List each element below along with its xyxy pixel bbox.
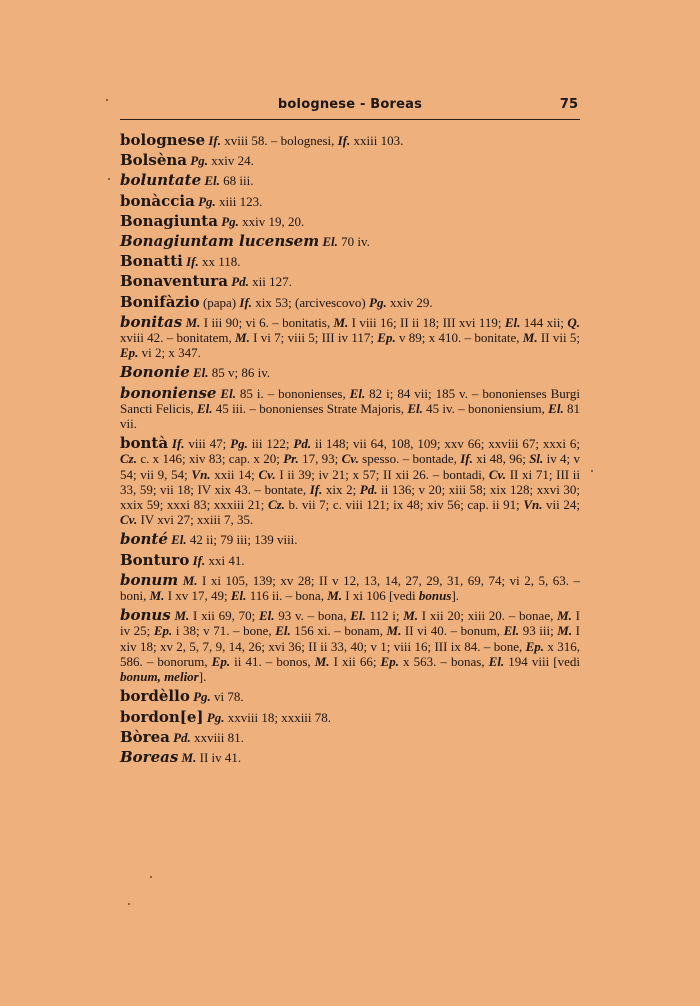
citation-text: vii 24; xyxy=(542,497,580,513)
citation-text: 85 v; 86 iv. xyxy=(208,365,271,381)
citation-text: ii 41. – bonos, xyxy=(230,653,315,669)
source-abbreviation: bonum, melior xyxy=(120,669,199,685)
source-abbreviation: If. xyxy=(239,294,253,310)
entry xyxy=(120,292,580,311)
headword: Bonifàzio xyxy=(120,292,200,311)
citation-text: xviii 58. – bolognesi, xyxy=(221,133,338,148)
source-abbreviation: Q. xyxy=(567,314,581,330)
source-abbreviation: M. xyxy=(185,314,201,330)
source-abbreviation: Cz. xyxy=(267,497,285,513)
citation-text: II vii 5; xyxy=(537,330,581,346)
source-abbreviation: El. xyxy=(407,400,423,416)
source-abbreviation: If. xyxy=(460,451,473,467)
source-abbreviation: Ep. xyxy=(525,638,545,654)
source-abbreviation: M. xyxy=(333,314,349,330)
citation-text: 93 iii; xyxy=(519,623,558,639)
source-abbreviation: Pg. xyxy=(193,689,211,705)
source-abbreviation: El. xyxy=(350,608,366,624)
citation-text: II xi 71; III ii 33, 59; vii 18; IV xix 43. – bontate, xyxy=(120,466,580,497)
citation-text: ]. xyxy=(198,669,207,685)
citation-text: xxiv 29. xyxy=(386,294,433,310)
citation-text: 82 i; 84 vii; 185 v. – bononienses Burgi Sancti Felicis, xyxy=(120,385,580,416)
source-abbreviation: El. xyxy=(488,653,505,669)
citation-text: x 316, 586. – bonorum, xyxy=(120,638,580,669)
headword: Bonagiuntam lucensem xyxy=(120,232,320,251)
citation-text: b. vii 7; c. viii 121; ix 48; xiv 56; cap. ii 91; xyxy=(284,497,524,513)
citation-text: spesso. – bontade, xyxy=(358,451,461,467)
source-abbreviation: If. xyxy=(186,254,199,270)
citation-text: 116 ii. – bona, xyxy=(246,588,328,604)
citation-text: 194 viii [vedi xyxy=(504,653,580,669)
citation-text: i 38; v 71. – bone, xyxy=(172,623,276,639)
citation-text: I xi 105, 139; xv 28; II v 12, 13, 14, 27, 29, 31, 69, 74; vi 2, 5, 63. – boni, xyxy=(120,572,581,604)
source-abbreviation: El. xyxy=(275,623,291,639)
source-abbreviation: M. xyxy=(386,623,402,639)
speck xyxy=(150,876,152,878)
entry xyxy=(120,312,581,361)
dictionary-entries xyxy=(120,133,580,770)
entry xyxy=(120,274,580,289)
citation-text: viii 47; xyxy=(184,436,231,452)
source-abbreviation: If. xyxy=(192,552,206,568)
source-abbreviation: Pg. xyxy=(206,709,225,725)
source-abbreviation: El. xyxy=(193,365,209,381)
headword: Bonagiunta xyxy=(120,211,218,230)
citation-text: xxiv 19, 20. xyxy=(238,213,305,229)
headword: bontà xyxy=(120,434,169,453)
page-header xyxy=(120,97,580,120)
citation-text: xxiv 24. xyxy=(207,153,254,169)
citation-text: 144 xii; xyxy=(520,314,568,330)
source-abbreviation: Sl. xyxy=(529,451,544,467)
citation-text: xxii 14; xyxy=(210,466,259,482)
citation-text: xx 118. xyxy=(198,254,241,270)
entry xyxy=(120,689,580,704)
page-number: 75 xyxy=(559,97,578,112)
headword: Bonaventura xyxy=(120,272,228,291)
source-abbreviation: Cv. xyxy=(120,512,138,528)
citation-text: xxiii 103. xyxy=(350,133,404,148)
citation-text: xii 127. xyxy=(248,274,292,290)
citation-text: ii 136; v 20; xiii 58; xix 128; xxvi 30; xxix 59; xxxi 83; xxxiii 21; xyxy=(120,481,580,513)
citation-text: ii 148; vii 64, 108, 109; xxv 66; xxviii 67; xxxi 6; xyxy=(311,436,580,452)
source-abbreviation: Pg. xyxy=(369,294,387,310)
citation-text: xiii 123. xyxy=(215,193,263,209)
headword: Boreas xyxy=(120,747,179,766)
citation-text: 68 iii. xyxy=(219,173,254,189)
citation-text: I xii 20; xiii 20. – bonae, xyxy=(418,608,558,624)
source-abbreviation: Pd. xyxy=(293,436,312,452)
citation-text: vi 2; x 347. xyxy=(138,345,201,361)
citation-text: 45 iv. – bononiensium, xyxy=(422,400,549,416)
source-abbreviation: M. xyxy=(522,330,538,346)
speck xyxy=(108,178,110,180)
source-abbreviation: Cv. xyxy=(488,466,507,482)
citation-text: I vi 7; viii 5; III iv 117; xyxy=(249,330,378,346)
citation-text: (papa) xyxy=(202,294,240,310)
citation-text: iii 122; xyxy=(247,436,294,452)
source-abbreviation: M. xyxy=(182,572,198,588)
source-abbreviation: Pg. xyxy=(230,436,248,452)
citation-text: I xi 106 [vedi xyxy=(342,588,419,604)
citation-text: v 89; x 410. – bonitate, xyxy=(395,330,523,346)
entry xyxy=(120,365,580,380)
citation-text: 85 i. – bononienses, xyxy=(235,385,350,401)
citation-text: I iv 25; xyxy=(120,608,580,639)
entry xyxy=(120,532,580,547)
headword: Bononie xyxy=(120,363,190,382)
source-abbreviation: Ep. xyxy=(380,653,399,669)
entry xyxy=(120,133,580,148)
headword: bordèllo xyxy=(120,687,190,706)
source-abbreviation: Ep. xyxy=(377,330,396,346)
headword: Bolsèna xyxy=(120,151,187,170)
headword: bonitas xyxy=(120,312,183,331)
source-abbreviation: El. xyxy=(171,532,187,548)
source-abbreviation: Ep. xyxy=(153,623,173,639)
headword: bonàccia xyxy=(120,191,195,210)
entry xyxy=(120,153,580,168)
headword: boluntate xyxy=(120,171,202,190)
running-head: bolognese - Boreas xyxy=(277,97,423,112)
source-abbreviation: M. xyxy=(314,653,330,669)
source-abbreviation: M. xyxy=(235,330,250,346)
source-abbreviation: Ep. xyxy=(211,653,231,669)
source-abbreviation: Cv. xyxy=(258,466,276,482)
headword: bononiense xyxy=(120,383,217,402)
citation-text: xi 48, 96; xyxy=(472,451,530,467)
headword: bolognese xyxy=(120,131,206,149)
citation-text: c. x 146; xiv 83; cap. x 20; xyxy=(136,451,284,467)
speck xyxy=(591,470,593,472)
headword: bonté xyxy=(120,530,168,549)
citation-text: IV xvi 27; xxiii 7, 35. xyxy=(137,512,254,528)
citation-text: II iv 41. xyxy=(196,749,242,765)
citation-text: 81 vii. xyxy=(120,400,580,432)
source-abbreviation: El. xyxy=(504,314,521,330)
source-abbreviation: M. xyxy=(557,608,572,624)
source-abbreviation: M. xyxy=(557,623,573,639)
entry xyxy=(120,550,580,569)
entry xyxy=(120,254,580,269)
source-abbreviation: M. xyxy=(327,588,343,604)
citation-text: 112 i; xyxy=(365,608,404,624)
citation-text: x 563. – bonas, xyxy=(398,653,489,669)
source-abbreviation: El. xyxy=(258,608,275,624)
headword: Bòrea xyxy=(120,727,170,746)
source-abbreviation: Cz. xyxy=(120,451,137,467)
citation-text: 42 ii; 79 iii; 139 viii. xyxy=(186,532,298,548)
citation-text: 70 iv. xyxy=(337,234,370,250)
headword: bonus xyxy=(120,606,171,625)
citation-text: xix 2; xyxy=(322,481,360,497)
source-abbreviation: Pg. xyxy=(198,193,216,209)
source-abbreviation: M. xyxy=(181,749,197,765)
citation-text: I xv 17, 49; xyxy=(164,588,231,604)
entry xyxy=(120,707,580,726)
citation-text: I xiv 18; xv 2, 5, 7, 9, 14, 26; xvi 36; II ii 33, 40; v 1; viii 16; III ix 84. – bone, xyxy=(120,623,580,654)
entry xyxy=(120,570,581,604)
source-abbreviation: Ep. xyxy=(120,345,139,361)
source-abbreviation: El. xyxy=(322,234,338,250)
source-abbreviation: M. xyxy=(403,608,419,624)
source-abbreviation: If. xyxy=(309,481,323,497)
citation-text: xxviii 81. xyxy=(190,729,244,745)
headword: bonum xyxy=(120,570,179,589)
citation-text: xix 53; (arcivescovo) xyxy=(252,294,369,310)
headword: Bonturo xyxy=(120,550,190,569)
citation-text: iv 4; v 54; vii 9, 54; xyxy=(120,451,580,482)
source-abbreviation: El. xyxy=(204,173,220,189)
source-abbreviation: M. xyxy=(149,588,165,604)
citation-text: I xii 69, 70; xyxy=(189,608,259,624)
citation-text: I viii 16; II ii 18; III xvi 119; xyxy=(348,314,505,330)
citation-text: I iii 90; vi 6. – bonitatis, xyxy=(200,314,334,330)
speck xyxy=(106,99,108,101)
source-abbreviation: Vn. xyxy=(191,466,211,482)
source-abbreviation: Pr. xyxy=(283,451,299,467)
entry xyxy=(120,191,580,210)
entry xyxy=(120,173,580,188)
source-abbreviation: Pd. xyxy=(231,274,249,290)
headword: Bonatti xyxy=(120,252,183,271)
source-abbreviation: El. xyxy=(548,400,564,416)
entry xyxy=(120,436,580,527)
entry xyxy=(120,747,580,766)
source-abbreviation: Pg. xyxy=(221,213,239,229)
citation-text: 45 iii. – bononienses Strate Majoris, xyxy=(212,400,408,416)
source-abbreviation: Pd. xyxy=(173,729,191,745)
source-abbreviation: If. xyxy=(208,133,222,148)
headword: bordon[e] xyxy=(120,707,204,726)
source-abbreviation: If. xyxy=(337,133,351,148)
citation-text: II vi 40. – bonum, xyxy=(401,623,504,639)
citation-text: xxi 41. xyxy=(205,552,245,568)
citation-text: xviii 42. – bonitatem, xyxy=(120,330,236,346)
speck xyxy=(128,903,130,905)
source-abbreviation: El. xyxy=(349,385,366,401)
source-abbreviation: Pd. xyxy=(359,481,378,497)
entry xyxy=(120,727,580,746)
source-abbreviation: El. xyxy=(503,623,520,639)
citation-text: xxviii 18; xxxiii 78. xyxy=(224,709,332,725)
source-abbreviation: Cv. xyxy=(341,451,359,467)
entry xyxy=(120,211,580,230)
citation-text: 156 xi. – bonam, xyxy=(290,623,387,639)
source-abbreviation: El. xyxy=(220,385,236,401)
citation-text: ]. xyxy=(451,588,460,604)
entry xyxy=(120,383,580,432)
source-abbreviation: Pg. xyxy=(190,153,208,169)
citation-text: I ii 39; iv 21; x 57; II xii 26. – bontadi, xyxy=(275,466,489,482)
citation-text: 17, 93; xyxy=(298,451,342,467)
citation-text: vi 78. xyxy=(210,689,244,705)
entry xyxy=(120,234,580,249)
source-abbreviation: El. xyxy=(230,588,247,604)
source-abbreviation: M. xyxy=(174,608,190,624)
entry xyxy=(120,608,580,684)
citation-text: I xii 66; xyxy=(329,653,381,669)
source-abbreviation: If. xyxy=(171,436,185,452)
source-abbreviation: bonus xyxy=(418,588,452,604)
citation-text: 93 v. – bona, xyxy=(274,608,351,624)
source-abbreviation: Vn. xyxy=(523,497,543,513)
source-abbreviation: El. xyxy=(196,400,213,416)
